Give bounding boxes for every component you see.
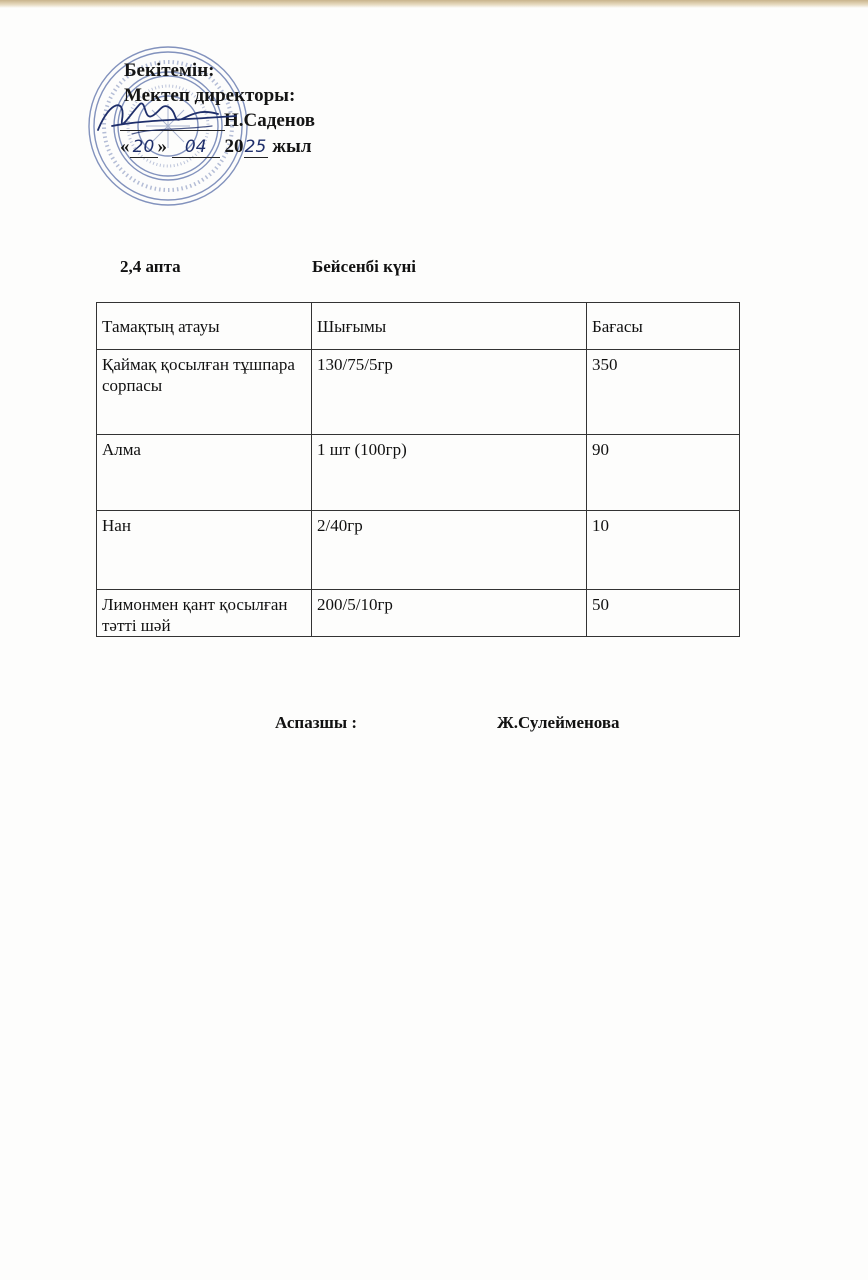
dish-yield: 2/40гр — [312, 511, 587, 590]
date-month: 04 — [172, 137, 220, 158]
header-price: Бағасы — [587, 303, 740, 350]
day-label: Бейсенбі күні — [312, 257, 416, 276]
date-close-quote: » — [157, 136, 167, 157]
date-year-word: жыл — [272, 136, 312, 157]
approved-label: Бекітемін: — [124, 60, 215, 81]
director-signature — [92, 90, 242, 142]
date-open-quote: « — [120, 136, 130, 157]
approval-block — [0, 0, 868, 230]
table-header-row — [97, 303, 740, 350]
date-year-prefix: 20 — [224, 136, 244, 157]
date-year-suffix: 25 — [244, 137, 267, 157]
cook-name: Ж.Сулейменова — [497, 713, 620, 732]
dish-name: Лимонмен қант қосылған тәтті шәй — [97, 590, 312, 637]
director-name: Н.Саденов — [224, 110, 316, 131]
table-row — [97, 350, 740, 435]
director-position: Мектеп директоры: — [124, 85, 296, 106]
week-label: 2,4 апта — [120, 257, 181, 276]
dish-yield: 200/5/10гр — [312, 590, 587, 637]
dish-name: Қаймақ қосылған тұшпара сорпасы — [97, 350, 312, 435]
menu-table — [96, 302, 740, 637]
header-yield: Шығымы — [312, 303, 587, 350]
dish-yield: 1 шт (100гр) — [312, 435, 587, 511]
dish-price: 90 — [587, 435, 740, 511]
header-dish-name: Тамақтың атауы — [97, 303, 312, 350]
table-row — [97, 435, 740, 511]
dish-name: Алма — [97, 435, 312, 511]
dish-name: Нан — [97, 511, 312, 590]
table-row — [97, 590, 740, 637]
dish-yield: 130/75/5гр — [312, 350, 587, 435]
dish-price: 10 — [587, 511, 740, 590]
dish-price: 350 — [587, 350, 740, 435]
cook-label: Аспазшы : — [275, 713, 358, 732]
dish-price: 50 — [587, 590, 740, 637]
table-row — [97, 511, 740, 590]
date-day: 20 — [130, 137, 158, 158]
